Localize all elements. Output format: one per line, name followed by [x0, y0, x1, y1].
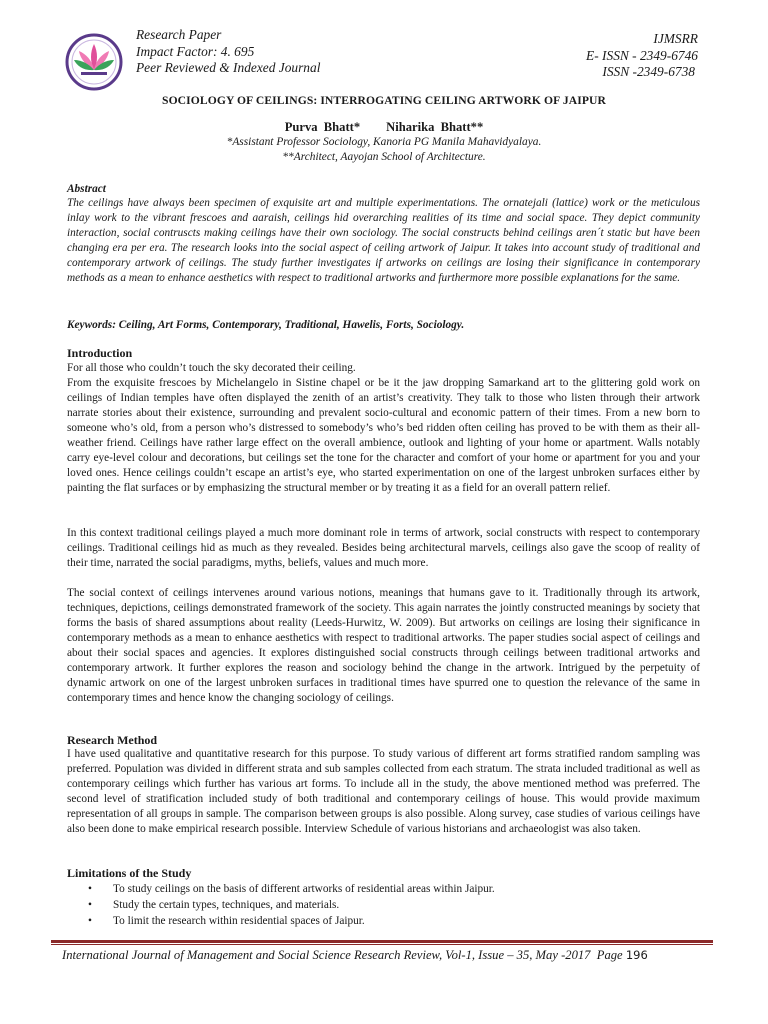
bullet-icon: • — [88, 883, 92, 895]
abstract-text: The ceilings have always been specimen of exquisite art and multiple experimentations. The ornatejali (lattice) work or the meticulous inlay work to the vibrant frescoes and aaraish, ceilings hid overarching realities of its time and social space. They depict community interaction, social contruscts making ceilings have their own sociology. The social constructs behind ceilings aren´t static but have been changing era per era. The research looks into the social aspect of ceiling artwork of Jaipur. It takes into account study of traditional and contemporary artwork of ceilings. The study further investigates if artworks on ceilings are losing their significance in contemporary methods as a mean to enhance aesthetics with respect to traditional artworks and furthermore more possible explanations for the same. — [67, 197, 700, 284]
affiliation-1: *Assistant Professor Sociology, Kanoria PG Manila Mahavidyalaya. — [226, 136, 542, 148]
journal-lotus-logo-icon — [62, 32, 126, 92]
list-item: • To limit the research within residential spaces of Jaipur. — [88, 915, 365, 927]
journal-abbrev: IJMSRR — [653, 31, 698, 46]
research-method-body: I have used qualitative and quantitative research for this purpose. To study various of different art forms stratified random sampling was preferred. Population was divided in different strata and sub samples collected from each stratum. The strata included traditional as well as contemporary ceilings which further has various art forms. To include all in the study, the above mentioned method was preferred. The second level of stratification included study of both traditional and contemporary ceilings of house. This would provide maximum representation of all groups in sample. The comparison between groups is also possible. Along survey, case studies of various ceilings have also been done to make empirical research possible. Interview Schedule of various historians and archaeologist was also taken. — [67, 748, 700, 835]
e-issn: E- ISSN - 2349-6746 — [586, 47, 698, 63]
introduction-paragraph-2: In this context traditional ceilings played a much more dominant role in terms of artwork, social constructs with respect to contemporary ceilings. Traditional ceilings hid as much as they revealed. Besides being architectural marvels, ceilings also gave the scoop of reality of their time, narrated the social paradigms, myths, beliefs, values and much more. — [67, 527, 700, 569]
affiliation-2: **Architect, Aayojan School of Architecture. — [282, 151, 486, 163]
header-left — [136, 27, 320, 77]
print-issn: ISSN -2349-6738 — [602, 64, 695, 79]
footer-journal: International Journal of Management and Social Science Research Review, Vol-1, Issue – 35, May -2017 — [62, 948, 591, 962]
introduction-heading: Introduction — [67, 346, 133, 360]
introduction-body — [67, 361, 700, 496]
introduction-paragraph-1: From the exquisite frescoes by Michelangelo in Sistine chapel or be it the jaw dropping Samarkand art to the glittering gold work on ceilings of Indian temples have often displayed the zenith of an artist’s creativity. They talk to those who listen through their artwork narrate stories about their existence, surrounding and prevalent socio-cultural and economic pattern of their times. From a new born to someone who’s old, from a person who’s distressed to somebody’s who’s bed ridden often ceiling has proved to be with them as their all-weather friend. Ceilings have rather large effect on the overall ambience, outlook and lighting of your home or apartment. Walls notably carry eye-level colour and decorations, but ceilings set the tone for the character and comfort of your home or apartment for you and your loved ones. Hence ceilings couldn’t escape an artist’s eye, who started experimentation on one of the largest unbroken surfaces either by painting the flat surfaces or by emphasizing the structural member or by treating it as a field for an overall pattern relief. — [67, 377, 700, 494]
footer-rule-thin — [51, 944, 713, 945]
page-number: 196 — [625, 948, 648, 962]
paper-title: SOCIOLOGY OF CEILINGS: INTERROGATING CEILING ARTWORK OF JAIPUR — [162, 94, 606, 107]
paper-type: Research Paper — [136, 27, 222, 42]
author-1: Purva Bhatt* — [284, 120, 361, 134]
footer-rule — [51, 940, 713, 943]
abstract-heading: Abstract — [67, 183, 106, 195]
bullet-icon: • — [88, 899, 92, 911]
review-status: Peer Reviewed & Indexed Journal — [136, 60, 321, 75]
introduction-paragraph-3: The social context of ceilings intervenes around various notions, meanings that humans gave to it. Traditionally through its artwork, techniques, depictions, ceilings demonstrated framework of the society. This again narrates the jointly constructed meanings by society that forms the basis of shared assumptions about reality (Leeds-Hurwitz, W. 2009). But artworks on ceilings are losing their significance in contemporary methods as a mean to enhance aesthetics with respect to traditional artworks. The paper studies social aspect of ceilings and about their social spaces and agencies. It explores distinguished social constructs through ceilings between traditional artworks and contemporary artwork. It further explores the reason and sociology behind the change in the artwork. Intrigued by the perpetuity of dynamic artwork on one of the largest unbroken surfaces in traditional times have spurred one to question the relevance of the same in contemporary times and hence know the changing sociology of ceilings. — [67, 587, 700, 704]
research-method-heading: Research Method — [67, 733, 158, 747]
list-item: • Study the certain types, techniques, and materials. — [88, 899, 340, 911]
page-label: Page — [596, 948, 623, 962]
introduction-lead: For all those who couldn’t touch the sky decorated their ceiling. — [67, 362, 356, 374]
keywords: Keywords: Ceiling, Art Forms, Contemporary, Traditional, Hawelis, Forts, Sociology. — [67, 319, 465, 331]
bullet-icon: • — [88, 915, 92, 927]
limitations-list — [88, 881, 495, 929]
author-2: Niharika Bhatt** — [386, 120, 484, 134]
page-footer — [62, 948, 648, 963]
list-item: • To study ceilings on the basis of different artworks of residential areas within Jaipur. — [88, 883, 495, 895]
impact-factor: Impact Factor: 4. 695 — [136, 43, 255, 59]
header-right — [586, 31, 698, 81]
limitations-heading: Limitations of the Study — [67, 866, 192, 880]
author-line — [0, 120, 768, 135]
